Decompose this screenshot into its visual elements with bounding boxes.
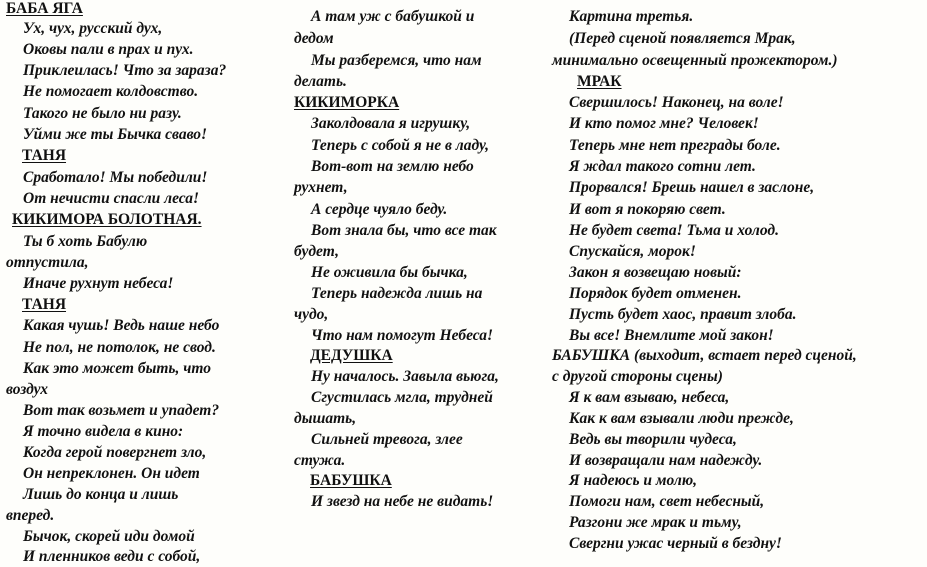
verse-line: Прорвался! Брешь нашел в заслоне, (569, 179, 815, 196)
verse-line: Что нам помогут Небеса! (311, 327, 494, 344)
verse-line: Сработало! Мы победили! (23, 169, 208, 186)
verse-line: Не будет света! Тьма и холод. (569, 222, 779, 239)
verse-line: Я точно видела в кино: (23, 423, 184, 440)
verse-line: Я надеюсь и молю, (569, 472, 698, 489)
verse-line: А сердце чуяло беду. (311, 201, 448, 218)
verse-line: От нечисти спасли леса! (23, 190, 200, 207)
verse-line: Теперь с собой я не в ладу, (311, 137, 489, 154)
verse-line: Лишь до конца и лишь (23, 486, 179, 503)
stage-direction: минимально освещенный прожектором.) (552, 52, 838, 69)
verse-line: Спускайся, морок! (569, 243, 696, 260)
verse-line: Пусть будет хаос, правит злоба. (569, 306, 797, 323)
speaker-name: БАБА ЯГА (6, 0, 83, 17)
verse-line: Теперь надежда лишь на (311, 285, 483, 302)
verse-line: Вот знала бы, что все так (311, 222, 497, 239)
verse-line: Вот-вот на землю небо (311, 158, 474, 175)
speaker-name: МРАК (577, 73, 622, 90)
verse-line: Я к вам взываю, небеса, (569, 389, 730, 406)
speaker-name: КИКИМОРА БОЛОТНАЯ. (12, 211, 202, 228)
speaker-name: ТАНЯ (22, 147, 67, 164)
verse-line: Когда герой повергнет зло, (23, 444, 207, 461)
verse-line: Я ждал такого сотни лет. (569, 158, 756, 175)
verse-line: Порядок будет отменен. (569, 285, 742, 302)
verse-line: Помоги нам, свет небесный, (569, 493, 765, 510)
verse-line: Заколдовала я игрушку, (311, 115, 471, 132)
verse-line: Свергни ужас черный в бездну! (569, 535, 782, 552)
verse-line: Как к вам взывали люди прежде, (569, 410, 794, 427)
verse-line: будет, (294, 243, 340, 260)
verse-line: Теперь мне нет преграды боле. (569, 137, 781, 154)
verse-line: Вот так возьмет и упадет? (23, 402, 220, 419)
verse-line: дедом (294, 30, 334, 47)
speaker-name: БАБУШКА (выходит, встает перед сценой, (552, 347, 857, 364)
verse-line: Приклеилась! Что за зараза? (23, 62, 227, 79)
verse-line: И возвращали нам надежду. (569, 452, 763, 469)
verse-line: И кто помог мне? Человек! (569, 115, 759, 132)
verse-line: дышать, (294, 410, 357, 427)
verse-line: делать. (294, 73, 347, 90)
verse-line: Иначе рухнут небеса! (23, 275, 174, 292)
verse-line: А там уж с бабушкой и (311, 8, 475, 25)
verse-line: Сгустилась мгла, трудней (311, 389, 493, 406)
verse-line: воздух (6, 381, 49, 398)
speaker-name: ДЕДУШКА (310, 347, 393, 364)
verse-line: Как это может быть, что (23, 360, 211, 377)
verse-line: Свершилось! Наконец, на воле! (569, 94, 784, 111)
verse-line: вперед. (6, 507, 55, 524)
verse-line: Бычок, скорей иди домой (23, 528, 195, 545)
verse-line: Вы все! Внемлите мой закон! (569, 327, 774, 344)
verse-line: чудо, (294, 306, 329, 323)
verse-line: Закон я возвещаю новый: (569, 264, 742, 281)
verse-line: И вот я покоряю свет. (569, 201, 726, 218)
verse-line: Не пол, не потолок, не свод. (23, 339, 216, 356)
verse-line: Уйми же ты Бычка сваво! (23, 126, 208, 143)
speaker-name: ТАНЯ (22, 296, 67, 313)
verse-line: Разгони же мрак и тьму, (569, 514, 742, 531)
verse-line: Ну началось. Завыла вьюга, (311, 368, 499, 385)
speaker-name: БАБУШКА (310, 472, 392, 489)
verse-line: рухнет, (294, 179, 348, 196)
speaker-name: КИКИМОРКА (294, 94, 400, 111)
verse-line: Оковы пали в прах и пух. (23, 41, 194, 58)
stage-direction: с другой стороны сцены) (552, 368, 723, 385)
verse-line: стужа. (294, 452, 346, 469)
verse-line: Ведь вы творили чудеса, (569, 431, 737, 448)
verse-line: Не помогает колдовство. (23, 83, 199, 100)
verse-line: И пленников веди с собой, (23, 548, 201, 565)
verse-line: Такого не было ни разу. (23, 105, 182, 122)
verse-line: Он непреклонен. Он идет (23, 465, 200, 482)
verse-line: Ух, чух, русский дух, (23, 20, 163, 37)
verse-line: Не оживила бы бычка, (311, 264, 468, 281)
verse-line: Какая чушь! Ведь наше небо (23, 317, 220, 334)
scene-title: Картина третья. (569, 8, 694, 25)
verse-line: Мы разберемся, что нам (311, 52, 482, 69)
verse-line: И звезд на небе не видать! (311, 493, 494, 510)
verse-line: отпустила, (6, 254, 89, 271)
stage-direction: (Перед сценой появляется Мрак, (569, 30, 796, 47)
verse-line: Сильней тревога, злее (311, 431, 463, 448)
verse-line: Ты б хоть Бабулю (23, 233, 148, 250)
